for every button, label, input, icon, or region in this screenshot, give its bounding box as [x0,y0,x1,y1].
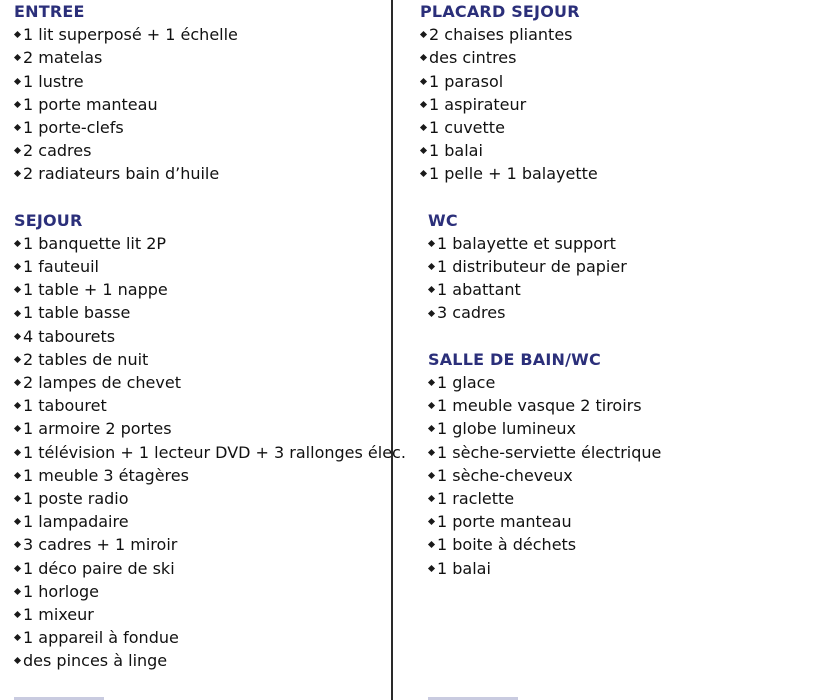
section-title-wc: WC [428,210,458,230]
list-item: 1 porte-clefs [14,116,386,139]
diamond-bullet-icon [14,263,21,270]
diamond-bullet-icon [428,263,435,270]
list-item: 2 matelas [14,46,386,69]
list-item: 1 mixeur [14,603,386,626]
diamond-bullet-icon [428,379,435,386]
diamond-bullet-icon [420,124,427,131]
section-title-placard-sejour: PLACARD SEJOUR [420,2,580,21]
list-item: 1 déco paire de ski [14,557,386,580]
diamond-bullet-icon [428,309,435,316]
section-title-entree: ENTREE [14,2,85,21]
diamond-bullet-icon [14,402,21,409]
diamond-bullet-icon [14,101,21,108]
diamond-bullet-icon [14,611,21,618]
diamond-bullet-icon [14,472,21,479]
diamond-bullet-icon [428,518,435,525]
diamond-bullet-icon [14,356,21,363]
diamond-bullet-icon [14,449,21,456]
diamond-bullet-icon [420,170,427,177]
diamond-bullet-icon [14,286,21,293]
diamond-bullet-icon [14,657,21,664]
diamond-bullet-icon [14,124,21,131]
list-item: 1 balai [428,557,820,580]
list-item: 1 armoire 2 portes [14,417,386,440]
diamond-bullet-icon [420,31,427,38]
diamond-bullet-icon [14,495,21,502]
list-item: 1 meuble vasque 2 tiroirs [428,394,820,417]
section-spacer [420,186,820,209]
diamond-bullet-icon [14,425,21,432]
diamond-bullet-icon [14,309,21,316]
diamond-bullet-icon [14,54,21,61]
list-item: 4 tabourets [14,325,386,348]
diamond-bullet-icon [14,518,21,525]
diamond-bullet-icon [428,286,435,293]
diamond-bullet-icon [428,402,435,409]
diamond-bullet-icon [428,240,435,247]
list-item: 1 poste radio [14,487,386,510]
list-item: 1 raclette [428,487,820,510]
left-column [14,0,406,672]
cut-off-heading [14,694,104,700]
diamond-bullet-icon [14,147,21,154]
diamond-bullet-icon [428,495,435,502]
diamond-bullet-icon [14,379,21,386]
list-item: 1 lit superposé + 1 échelle [14,23,386,46]
diamond-bullet-icon [14,333,21,340]
diamond-bullet-icon [428,565,435,572]
list-item: 1 fauteuil [14,255,386,278]
diamond-bullet-icon [428,541,435,548]
list-item: 1 meuble 3 étagères [14,464,386,487]
section-salle-de-bain-wc [420,348,820,580]
section-wc [420,209,820,325]
section-spacer [14,186,386,209]
diamond-bullet-icon [14,31,21,38]
list-item: 1 table basse [14,301,386,324]
list-item: 1 balayette et support [428,232,820,255]
list-item: 1 horloge [14,580,386,603]
list-item: 2 radiateurs bain d’huile [14,162,386,185]
list-item: des cintres [420,46,820,69]
list-item: des pinces à linge [14,649,386,672]
list-item: 1 tabouret [14,394,386,417]
list-item: 1 porte manteau [14,93,386,116]
list-item: 1 porte manteau [428,510,820,533]
diamond-bullet-icon [420,101,427,108]
list-item: 1 banquette lit 2P [14,232,386,255]
section-sejour [14,209,406,673]
list-item: 1 abattant [428,278,820,301]
section-title-sejour: SEJOUR [14,210,83,230]
list-item: 2 tables de nuit [14,348,386,371]
section-spacer [420,325,820,348]
diamond-bullet-icon [420,54,427,61]
list-item: 3 cadres + 1 miroir [14,533,386,556]
right-column [420,0,820,580]
diamond-bullet-icon [14,565,21,572]
section-title-salle-de-bain-wc: SALLE DE BAIN/WC [428,349,601,369]
list-item: 1 table + 1 nappe [14,278,386,301]
diamond-bullet-icon [428,472,435,479]
diamond-bullet-icon [420,78,427,85]
list-item: 1 globe lumineux [428,417,820,440]
list-item: 1 distributeur de papier [428,255,820,278]
list-item: 1 parasol [420,70,820,93]
list-item: 1 télévision + 1 lecteur DVD + 3 rallonges élec. [14,441,386,464]
diamond-bullet-icon [428,425,435,432]
list-item: 1 appareil à fondue [14,626,386,649]
diamond-bullet-icon [14,588,21,595]
diamond-bullet-icon [428,449,435,456]
list-item: 1 sèche-serviette électrique [428,441,820,464]
list-item: 1 cuvette [420,116,820,139]
list-item: 3 cadres [428,301,820,324]
list-item: 1 lampadaire [14,510,386,533]
section-entree [14,0,386,186]
diamond-bullet-icon [420,147,427,154]
list-item: 1 balai [420,139,820,162]
list-item: 1 sèche-cheveux [428,464,820,487]
column-divider [391,0,393,700]
list-item: 1 boite à déchets [428,533,820,556]
cut-off-heading [428,694,518,700]
diamond-bullet-icon [14,240,21,247]
section-placard-sejour [420,0,820,186]
diamond-bullet-icon [14,634,21,641]
list-item: 2 lampes de chevet [14,371,386,394]
list-item: 1 lustre [14,70,386,93]
list-item: 1 pelle + 1 balayette [420,162,820,185]
diamond-bullet-icon [14,78,21,85]
list-item: 1 glace [428,371,820,394]
diamond-bullet-icon [14,170,21,177]
list-item: 2 chaises pliantes [420,23,820,46]
diamond-bullet-icon [14,541,21,548]
list-item: 1 aspirateur [420,93,820,116]
list-item: 2 cadres [14,139,386,162]
